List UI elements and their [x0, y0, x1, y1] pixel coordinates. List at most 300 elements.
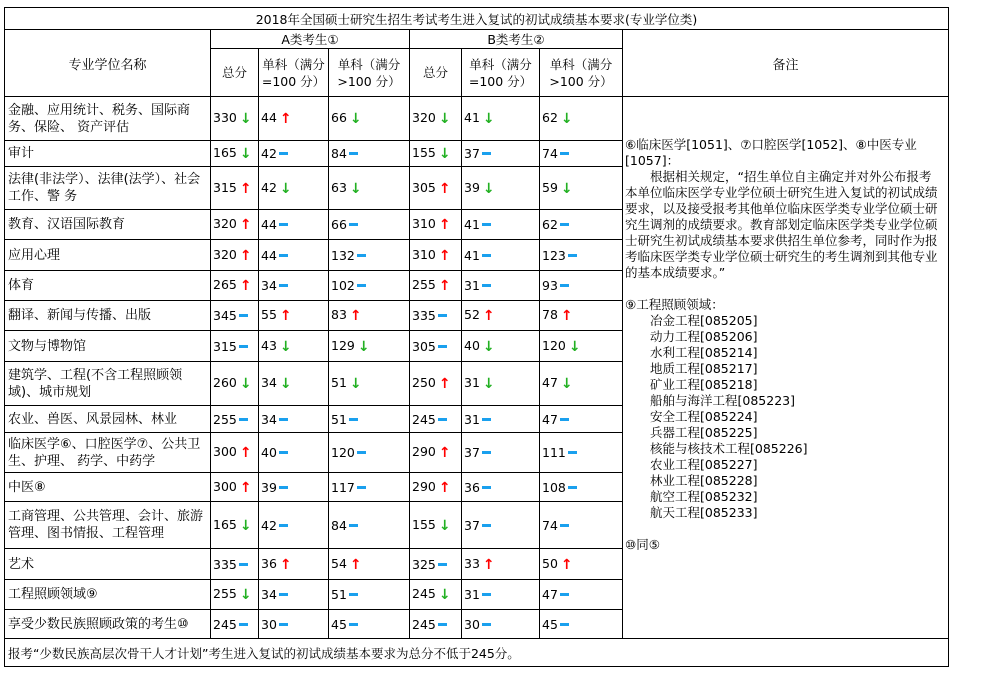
- trend-flat-icon: [239, 563, 248, 566]
- note-spacer: [625, 281, 942, 297]
- trend-down-icon: ↓: [482, 180, 495, 197]
- score-value: 83: [331, 307, 347, 322]
- a-total-cell: [211, 473, 259, 502]
- score-value: 300: [213, 444, 237, 459]
- a-single-100-cell: [259, 502, 329, 549]
- a-single-100-cell: [259, 271, 329, 301]
- trend-up-icon: ↑: [349, 308, 362, 324]
- trend-flat-icon: [482, 524, 491, 527]
- trend-down-icon: ↓: [239, 146, 252, 162]
- trend-flat-icon: [239, 314, 248, 317]
- score-value: 300: [213, 478, 237, 494]
- score-value: 305: [412, 338, 436, 354]
- score-value: 50: [542, 555, 558, 571]
- trend-down-icon: ↓: [279, 180, 292, 197]
- header-group-b: B类考生②: [410, 30, 623, 49]
- score-value: 155: [412, 145, 436, 160]
- b-total-cell: [410, 240, 462, 271]
- a-single-100-cell: [259, 331, 329, 362]
- score-table: [4, 7, 949, 667]
- a-total-cell: [211, 362, 259, 406]
- a-single-gt100-cell: [329, 331, 410, 362]
- a-total-cell: [211, 271, 259, 301]
- trend-flat-icon: [438, 314, 447, 317]
- major-name-cell: 享受少数民族照顾政策的考生⑩: [5, 610, 211, 639]
- minority-note: ⑩同⑤: [625, 537, 660, 552]
- trend-up-icon: ↑: [239, 217, 252, 233]
- a-single-gt100-cell: [329, 549, 410, 580]
- trend-down-icon: ↓: [349, 111, 362, 127]
- score-value: 51: [331, 375, 347, 390]
- score-value: 255: [213, 586, 237, 601]
- b-single-100-cell: [462, 141, 540, 167]
- trend-flat-icon: [279, 284, 288, 287]
- score-value: 59: [542, 179, 558, 195]
- trend-flat-icon: [560, 418, 569, 421]
- a-single-100-cell: [259, 167, 329, 210]
- score-value: 47: [542, 375, 558, 390]
- trend-flat-icon: [357, 451, 366, 454]
- a-total-cell: [211, 301, 259, 331]
- score-value: 66: [331, 110, 347, 125]
- trend-flat-icon: [482, 418, 491, 421]
- trend-up-icon: ↑: [239, 247, 252, 264]
- b-total-cell: [410, 301, 462, 331]
- a-single-gt100-cell: [329, 271, 410, 301]
- trend-flat-icon: [560, 223, 569, 226]
- score-value: 315: [213, 338, 237, 354]
- trend-flat-icon: [279, 418, 288, 421]
- header-b-total: 总分: [410, 49, 462, 97]
- a-total-cell: [211, 240, 259, 271]
- engineering-note-heading: ⑨工程照顾领域：: [625, 297, 724, 312]
- score-value: 84: [331, 517, 347, 533]
- b-single-100-cell: [462, 433, 540, 473]
- trend-flat-icon: [349, 623, 358, 626]
- trend-flat-icon: [438, 563, 447, 566]
- trend-up-icon: ↑: [482, 556, 495, 573]
- a-total-cell: [211, 141, 259, 167]
- score-value: 310: [412, 216, 436, 231]
- engineering-area-item: 安全工程[085224]: [650, 409, 758, 424]
- header-notes: 备注: [623, 30, 949, 97]
- trend-down-icon: ↓: [438, 587, 451, 603]
- trend-down-icon: ↓: [349, 180, 362, 197]
- trend-flat-icon: [482, 451, 491, 454]
- header-a-total: 总分: [211, 49, 259, 97]
- b-total-cell: [410, 433, 462, 473]
- b-single-100-cell: [462, 331, 540, 362]
- header-a-single-gt100: 单科（满分>100 分）: [329, 49, 410, 97]
- trend-flat-icon: [438, 623, 447, 626]
- score-value: 335: [213, 556, 237, 572]
- b-total-cell: [410, 549, 462, 580]
- score-value: 42: [261, 517, 277, 533]
- b-total-cell: [410, 210, 462, 240]
- trend-down-icon: ↓: [239, 111, 252, 127]
- a-single-gt100-cell: [329, 301, 410, 331]
- b-single-gt100-cell: [540, 331, 623, 362]
- b-single-100-cell: [462, 167, 540, 210]
- a-single-100-cell: [259, 580, 329, 610]
- score-value: 310: [412, 246, 436, 262]
- a-single-gt100-cell: [329, 240, 410, 271]
- b-single-100-cell: [462, 210, 540, 240]
- a-total-cell: [211, 210, 259, 240]
- score-value: 36: [464, 479, 480, 495]
- a-single-100-cell: [259, 610, 329, 639]
- trend-down-icon: ↓: [239, 517, 252, 534]
- score-value: 108: [542, 479, 566, 495]
- trend-down-icon: ↓: [482, 111, 495, 127]
- score-value: 62: [542, 110, 558, 125]
- score-value: 123: [542, 247, 566, 263]
- score-value: 120: [542, 337, 566, 353]
- b-total-cell: [410, 167, 462, 210]
- score-value: 33: [464, 555, 480, 571]
- score-value: 129: [331, 337, 355, 353]
- score-value: 320: [412, 110, 436, 125]
- major-name-cell: 艺术: [5, 549, 211, 580]
- score-value: 39: [464, 179, 480, 195]
- trend-up-icon: ↑: [239, 479, 252, 496]
- trend-down-icon: ↓: [438, 146, 451, 162]
- score-value: 31: [464, 278, 480, 293]
- score-value: 43: [261, 337, 277, 353]
- score-value: 34: [261, 411, 277, 427]
- engineering-area-item: 农业工程[085227]: [650, 457, 758, 472]
- score-value: 63: [331, 179, 347, 195]
- score-value: 245: [412, 411, 436, 427]
- b-single-100-cell: [462, 502, 540, 549]
- score-value: 155: [412, 516, 436, 532]
- trend-flat-icon: [279, 254, 288, 257]
- a-total-cell: [211, 167, 259, 210]
- table-title: 2018年全国硕士研究生招生考试考生进入复试的初试成绩基本要求(专业学位类): [5, 8, 949, 30]
- engineering-area-item: 地质工程[085217]: [650, 361, 758, 376]
- b-single-100-cell: [462, 97, 540, 141]
- trend-flat-icon: [482, 152, 491, 155]
- trend-flat-icon: [560, 284, 569, 287]
- score-value: 93: [542, 278, 558, 293]
- score-value: 37: [464, 146, 480, 161]
- trend-down-icon: ↓: [560, 111, 573, 127]
- b-single-gt100-cell: [540, 362, 623, 406]
- trend-up-icon: ↑: [438, 479, 451, 496]
- trend-flat-icon: [438, 345, 447, 348]
- trend-down-icon: ↓: [568, 338, 581, 355]
- score-value: 42: [261, 146, 277, 161]
- a-single-100-cell: [259, 301, 329, 331]
- b-single-gt100-cell: [540, 502, 623, 549]
- trend-flat-icon: [239, 418, 248, 421]
- trend-flat-icon: [279, 223, 288, 226]
- trend-up-icon: ↑: [438, 445, 451, 461]
- trend-down-icon: ↓: [560, 180, 573, 197]
- trend-flat-icon: [482, 254, 491, 257]
- header-b-single-100: 单科（满分=100 分）: [462, 49, 540, 97]
- engineering-area-item: 矿业工程[085218]: [650, 377, 758, 392]
- trend-down-icon: ↓: [239, 587, 252, 603]
- score-value: 250: [412, 375, 436, 390]
- trend-flat-icon: [568, 254, 577, 257]
- score-value: 47: [542, 411, 558, 427]
- score-value: 132: [331, 247, 355, 263]
- score-value: 45: [542, 616, 558, 632]
- a-total-cell: [211, 610, 259, 639]
- score-value: 255: [213, 411, 237, 427]
- b-single-100-cell: [462, 406, 540, 433]
- a-total-cell: [211, 433, 259, 473]
- score-value: 320: [213, 216, 237, 231]
- trend-up-icon: ↑: [349, 556, 362, 573]
- a-single-100-cell: [259, 97, 329, 141]
- engineering-area-item: 兵器工程[085225]: [650, 425, 758, 440]
- trend-flat-icon: [349, 418, 358, 421]
- b-single-gt100-cell: [540, 301, 623, 331]
- b-single-gt100-cell: [540, 210, 623, 240]
- a-total-cell: [211, 580, 259, 610]
- trend-flat-icon: [239, 345, 248, 348]
- trend-flat-icon: [482, 223, 491, 226]
- trend-up-icon: ↑: [438, 247, 451, 264]
- score-value: 165: [213, 516, 237, 532]
- a-single-100-cell: [259, 433, 329, 473]
- trend-up-icon: ↑: [438, 376, 451, 392]
- trend-flat-icon: [279, 486, 288, 489]
- major-name-cell: 中医⑧: [5, 473, 211, 502]
- trend-flat-icon: [279, 451, 288, 454]
- score-value: 37: [464, 517, 480, 533]
- trend-flat-icon: [279, 524, 288, 527]
- notes-cell: [623, 97, 949, 639]
- b-total-cell: [410, 610, 462, 639]
- trend-flat-icon: [438, 418, 447, 421]
- trend-up-icon: ↑: [560, 308, 573, 324]
- a-single-gt100-cell: [329, 141, 410, 167]
- major-name-cell: 工商管理、公共管理、会计、旅游管理、图书情报、工程管理: [5, 502, 211, 549]
- b-total-cell: [410, 362, 462, 406]
- score-value: 117: [331, 479, 355, 495]
- score-value: 245: [213, 616, 237, 632]
- score-value: 245: [412, 586, 436, 601]
- b-single-gt100-cell: [540, 433, 623, 473]
- a-single-100-cell: [259, 240, 329, 271]
- trend-up-icon: ↑: [438, 278, 451, 294]
- score-value: 330: [213, 110, 237, 125]
- b-single-gt100-cell: [540, 549, 623, 580]
- score-value: 51: [331, 587, 347, 602]
- score-value: 265: [213, 277, 237, 292]
- b-single-gt100-cell: [540, 97, 623, 141]
- trend-up-icon: ↑: [438, 180, 451, 197]
- score-value: 245: [412, 616, 436, 632]
- trend-flat-icon: [349, 152, 358, 155]
- trend-down-icon: ↓: [560, 376, 573, 392]
- b-total-cell: [410, 406, 462, 433]
- trend-flat-icon: [568, 451, 577, 454]
- a-single-gt100-cell: [329, 362, 410, 406]
- trend-up-icon: ↑: [239, 180, 252, 197]
- b-single-gt100-cell: [540, 240, 623, 271]
- score-value: 165: [213, 145, 237, 160]
- trend-up-icon: ↑: [482, 308, 495, 324]
- a-single-100-cell: [259, 473, 329, 502]
- trend-flat-icon: [349, 223, 358, 226]
- score-value: 47: [542, 587, 558, 602]
- major-name-cell: 审计: [5, 141, 211, 167]
- engineering-area-item: 水利工程[085214]: [650, 345, 758, 360]
- major-name-cell: 临床医学⑥、口腔医学⑦、公共卫生、护理、 药学、中药学: [5, 433, 211, 473]
- trend-down-icon: ↓: [438, 517, 451, 534]
- trend-down-icon: ↓: [482, 338, 495, 355]
- engineering-area-item: 动力工程[085206]: [650, 329, 758, 344]
- score-value: 41: [464, 247, 480, 263]
- score-value: 255: [412, 277, 436, 292]
- a-single-100-cell: [259, 406, 329, 433]
- score-value: 44: [261, 217, 277, 232]
- a-single-gt100-cell: [329, 167, 410, 210]
- a-total-cell: [211, 549, 259, 580]
- score-value: 51: [331, 411, 347, 427]
- trend-up-icon: ↑: [560, 556, 573, 573]
- a-single-gt100-cell: [329, 580, 410, 610]
- b-single-gt100-cell: [540, 580, 623, 610]
- table-row: [5, 97, 949, 141]
- score-value: 290: [412, 478, 436, 494]
- engineering-area-item: 船舶与海洋工程[085223]: [650, 393, 795, 408]
- trend-flat-icon: [357, 486, 366, 489]
- engineering-area-item: 林业工程[085228]: [650, 473, 758, 488]
- score-value: 40: [464, 337, 480, 353]
- trend-down-icon: ↓: [438, 111, 451, 127]
- score-value: 44: [261, 110, 277, 125]
- score-value: 37: [464, 445, 480, 460]
- trend-flat-icon: [279, 152, 288, 155]
- trend-flat-icon: [560, 623, 569, 626]
- a-single-gt100-cell: [329, 433, 410, 473]
- a-single-100-cell: [259, 141, 329, 167]
- a-total-cell: [211, 331, 259, 362]
- trend-flat-icon: [482, 284, 491, 287]
- b-single-100-cell: [462, 301, 540, 331]
- trend-down-icon: ↓: [482, 376, 495, 392]
- trend-flat-icon: [357, 254, 366, 257]
- score-value: 335: [412, 308, 436, 323]
- trend-flat-icon: [357, 284, 366, 287]
- b-single-100-cell: [462, 549, 540, 580]
- score-value: 30: [261, 616, 277, 632]
- score-value: 320: [213, 246, 237, 262]
- b-single-gt100-cell: [540, 271, 623, 301]
- score-value: 52: [464, 307, 480, 322]
- score-value: 66: [331, 217, 347, 232]
- trend-up-icon: ↑: [279, 111, 292, 127]
- major-name-cell: 文物与博物馆: [5, 331, 211, 362]
- a-single-gt100-cell: [329, 610, 410, 639]
- a-single-100-cell: [259, 210, 329, 240]
- header-group-a: A类考生①: [211, 30, 410, 49]
- major-name-cell: 农业、兽医、风景园林、林业: [5, 406, 211, 433]
- score-value: 62: [542, 217, 558, 232]
- score-value: 78: [542, 307, 558, 322]
- score-value: 325: [412, 556, 436, 572]
- engineering-area-item: 航天工程[085233]: [650, 505, 758, 520]
- trend-flat-icon: [279, 623, 288, 626]
- b-total-cell: [410, 271, 462, 301]
- engineering-area-item: 冶金工程[085205]: [650, 313, 758, 328]
- b-total-cell: [410, 580, 462, 610]
- trend-flat-icon: [560, 593, 569, 596]
- b-total-cell: [410, 473, 462, 502]
- a-total-cell: [211, 406, 259, 433]
- b-single-gt100-cell: [540, 167, 623, 210]
- header-a-single-100: 单科（满分=100 分）: [259, 49, 329, 97]
- a-total-cell: [211, 97, 259, 141]
- b-single-100-cell: [462, 362, 540, 406]
- engineering-area-item: 航空工程[085232]: [650, 489, 758, 504]
- trend-flat-icon: [482, 486, 491, 489]
- trend-up-icon: ↑: [239, 278, 252, 294]
- trend-flat-icon: [279, 593, 288, 596]
- trend-down-icon: ↓: [279, 338, 292, 355]
- major-name-cell: 法律(非法学）、法律(法学）、社会工作、警 务: [5, 167, 211, 210]
- footer-row: [5, 639, 949, 667]
- score-value: 74: [542, 146, 558, 161]
- b-total-cell: [410, 331, 462, 362]
- major-name-cell: 建筑学、工程(不含工程照顾领域)、城市规划: [5, 362, 211, 406]
- a-single-gt100-cell: [329, 97, 410, 141]
- a-single-gt100-cell: [329, 502, 410, 549]
- b-single-100-cell: [462, 610, 540, 639]
- b-single-gt100-cell: [540, 141, 623, 167]
- score-value: 345: [213, 308, 237, 323]
- score-value: 120: [331, 445, 355, 460]
- major-name-cell: 金融、应用统计、税务、国际商务、保险、 资产评估: [5, 97, 211, 141]
- score-value: 41: [464, 217, 480, 232]
- b-single-100-cell: [462, 473, 540, 502]
- trend-flat-icon: [349, 524, 358, 527]
- b-total-cell: [410, 502, 462, 549]
- score-value: 30: [464, 616, 480, 632]
- note-spacer: [625, 521, 942, 537]
- score-value: 74: [542, 517, 558, 533]
- trend-up-icon: ↑: [438, 217, 451, 233]
- score-value: 34: [261, 587, 277, 602]
- a-single-gt100-cell: [329, 473, 410, 502]
- header-b-single-gt100: 单科（满分>100 分）: [540, 49, 623, 97]
- score-value: 36: [261, 555, 277, 571]
- trend-flat-icon: [568, 486, 577, 489]
- score-value: 102: [331, 278, 355, 293]
- b-single-100-cell: [462, 240, 540, 271]
- header-major-name: 专业学位名称: [5, 30, 211, 97]
- major-name-cell: 工程照顾领域⑨: [5, 580, 211, 610]
- engineering-area-item: 核能与核技术工程[085226]: [650, 441, 808, 456]
- trend-flat-icon: [560, 524, 569, 527]
- score-value: 31: [464, 587, 480, 602]
- b-single-100-cell: [462, 580, 540, 610]
- medical-note-body: 根据相关规定，“招生单位自主确定并对外公布报考本单位临床医学专业学位硕士研究生进入复试的初试成绩要求，以及接受报考其他单位临床医学类专业学位硕士研究生调剂的成绩要求。教育部划定临床医学类专业学位硕士研究生初试成绩基本要求供招生单位参考，同时作为报考临床医学类专业学位硕士研究生的考生调剂到其他专业的基本成绩要求。”: [625, 169, 938, 280]
- a-single-100-cell: [259, 549, 329, 580]
- score-value: 305: [412, 179, 436, 195]
- b-total-cell: [410, 97, 462, 141]
- trend-flat-icon: [482, 623, 491, 626]
- b-total-cell: [410, 141, 462, 167]
- score-value: 31: [464, 411, 480, 427]
- b-single-gt100-cell: [540, 610, 623, 639]
- major-name-cell: 体育: [5, 271, 211, 301]
